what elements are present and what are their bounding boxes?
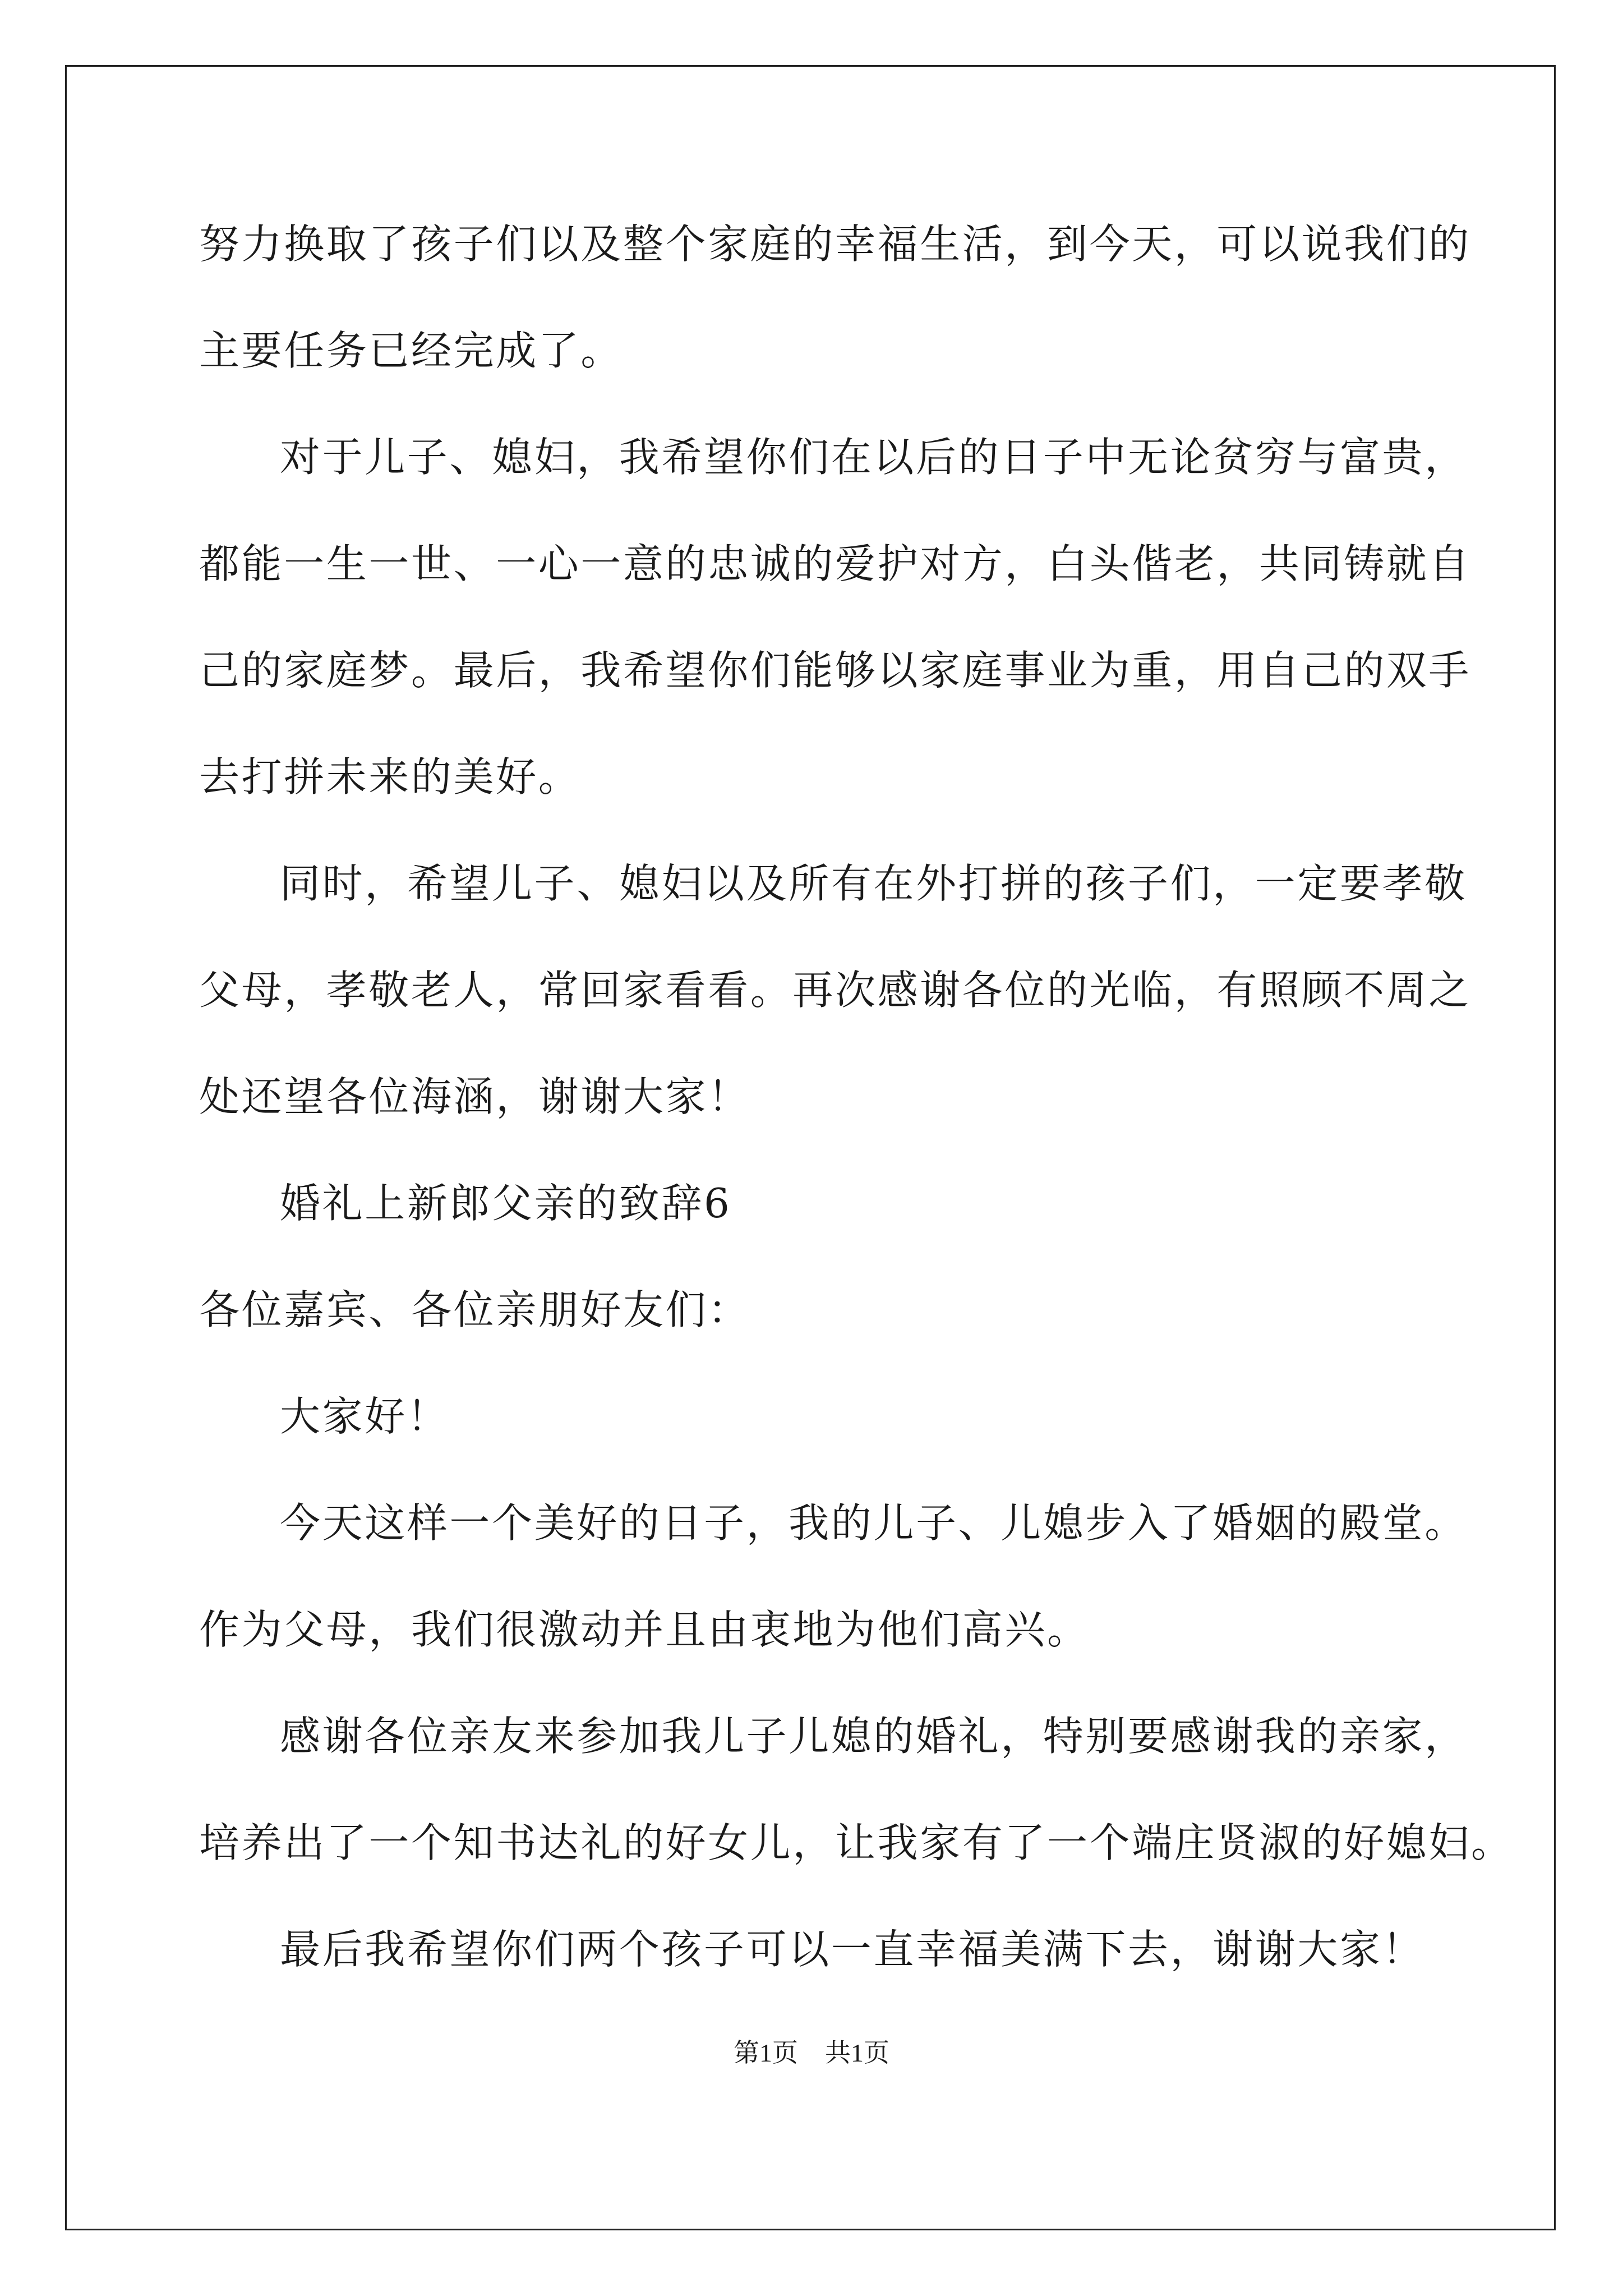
salutation: 各位嘉宾、各位亲朋好友们： xyxy=(199,1286,750,1333)
text-line: 同时，希望儿子、媳妇以及所有在外打拼的孩子们，一定要孝敬 xyxy=(280,860,1467,907)
text-line: 对于儿子、媳妇，我希望你们在以后的日子中无论贫穷与富贵， xyxy=(280,434,1467,481)
text-line: 努力换取了孩子们以及整个家庭的幸福生活，到今天，可以说我们的 xyxy=(199,220,1472,268)
text-line: 去打拼未来的美好。 xyxy=(199,753,581,800)
text-line: 最后我希望你们两个孩子可以一直幸福美满下去，谢谢大家！ xyxy=(280,1926,1425,1973)
text-line: 主要任务已经完成了。 xyxy=(199,327,624,374)
section-heading: 婚礼上新郎父亲的致辞6 xyxy=(280,1180,732,1227)
page-footer xyxy=(0,2036,1623,2070)
page-border xyxy=(65,65,1556,2230)
greeting: 大家好！ xyxy=(280,1393,450,1440)
text-line: 父母，孝敬老人，常回家看看。再次感谢各位的光临，有照顾不周之 xyxy=(199,967,1472,1014)
page-number-total: 共1页 xyxy=(825,2039,889,2067)
text-line: 今天这样一个美好的日子，我的儿子、儿媳步入了婚姻的殿堂。 xyxy=(280,1499,1467,1547)
text-line: 都能一生一世、一心一意的忠诚的爱护对方，白头偕老，共同铸就自 xyxy=(199,540,1472,587)
text-line: 己的家庭梦。最后，我希望你们能够以家庭事业为重，用自己的双手 xyxy=(199,647,1472,694)
page-number-current: 第1页 xyxy=(734,2039,798,2067)
text-line: 处还望各位海涵，谢谢大家！ xyxy=(199,1073,750,1120)
text-line: 作为父母，我们很激动并且由衷地为他们高兴。 xyxy=(199,1606,1090,1653)
text-line: 培养出了一个知书达礼的好女儿，让我家有了一个端庄贤淑的好媳妇。 xyxy=(199,1819,1514,1866)
text-line: 感谢各位亲友来参加我儿子儿媳的婚礼，特别要感谢我的亲家， xyxy=(280,1713,1467,1760)
